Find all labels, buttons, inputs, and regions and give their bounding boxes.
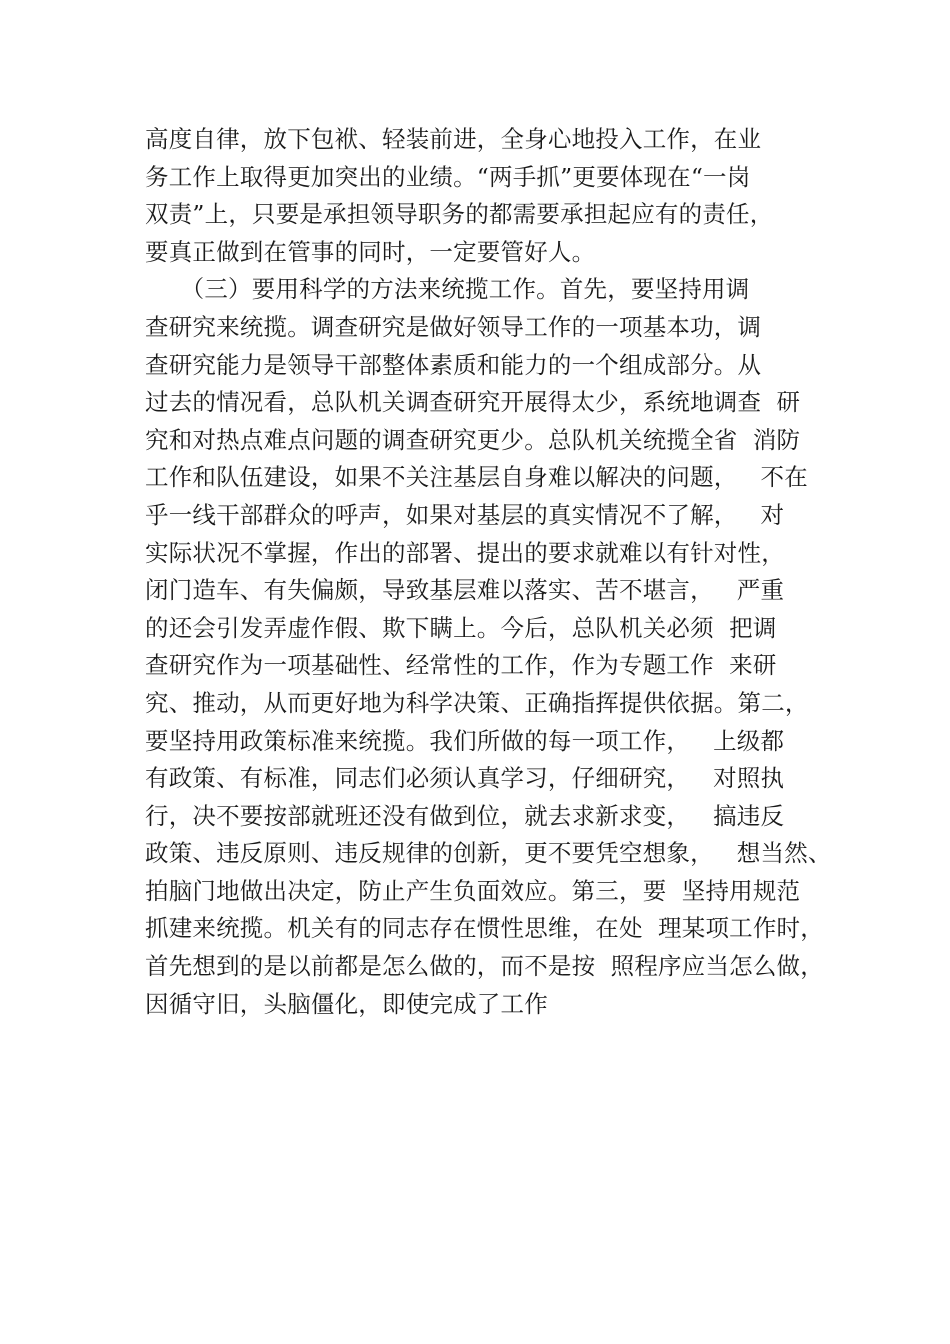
text-line: 因循守旧，头脑僵化，即使完成了工作 [145, 989, 548, 1018]
text-line: 工作和队伍建设，如果不关注基层自身难以解决的问题， 不在 [145, 463, 808, 492]
text-line: 有政策、有标准，同志们必须认真学习，仔细研究， 对照执 [145, 764, 785, 793]
text-line: 拍脑门地做出决定，防止产生负面效应。第三，要 坚持用规范 [145, 876, 801, 905]
text-line: 乎一线干部群众的呼声，如果对基层的真实情况不了解， 对 [145, 500, 785, 529]
text-line: （三）要用科学的方法来统揽工作。首先，要坚持用调 [145, 275, 750, 304]
text-line: 查研究能力是领导干部整体素质和能力的一个组成部分。从 [145, 350, 762, 379]
text-line: 要真正做到在管事的同时，一定要管好人。 [145, 237, 596, 266]
text-line: 高度自律，放下包袱、轻装前进，全身心地投入工作，在业 [145, 125, 762, 153]
text-line: 究和对热点难点问题的调查研究更少。总队机关统揽全省 消防 [145, 425, 801, 454]
text-line: 抓建来统揽。机关有的同志存在惯性思维，在处 理某项工作时， [145, 914, 824, 943]
body-text [145, 121, 865, 1023]
text-line: 双责”上，只要是承担领导职务的都需要承担起应有的责任， [145, 200, 774, 229]
text-line: 政策、违反原则、违反规律的创新，更不要凭空想象， 想当然、 [145, 839, 832, 868]
text-line: 实际状况不掌握，作出的部署、提出的要求就难以有针对性， [145, 538, 785, 567]
text-line: 务工作上取得更加突出的业绩。“两手抓”更要体现在“一岗 [145, 162, 751, 191]
text-line: 首先想到的是以前都是怎么做的，而不是按 照程序应当怎么做， [145, 952, 824, 981]
text-line: 过去的情况看，总队机关调查研究开展得太少，系统地调查 研 [145, 388, 801, 417]
text-line: 的还会引发弄虚作假、欺下瞒上。今后，总队机关必须 把调 [145, 613, 777, 642]
text-line: 要坚持用政策标准来统揽。我们所做的每一项工作， 上级都 [145, 726, 785, 755]
text-line: 查研究来统揽。调查研究是做好领导工作的一项基本功，调 [145, 312, 762, 341]
text-line: 究、推动，从而更好地为科学决策、正确指挥提供依据。第二， [145, 688, 809, 717]
text-line: 闭门造车、有失偏颇，导致基层难以落实、苦不堪言， 严重 [145, 576, 785, 605]
text-line: 查研究作为一项基础性、经常性的工作，作为专题工作 来研 [145, 651, 777, 680]
text-line: 行，决不要按部就班还没有做到位，就去求新求变， 搞违反 [145, 801, 785, 830]
